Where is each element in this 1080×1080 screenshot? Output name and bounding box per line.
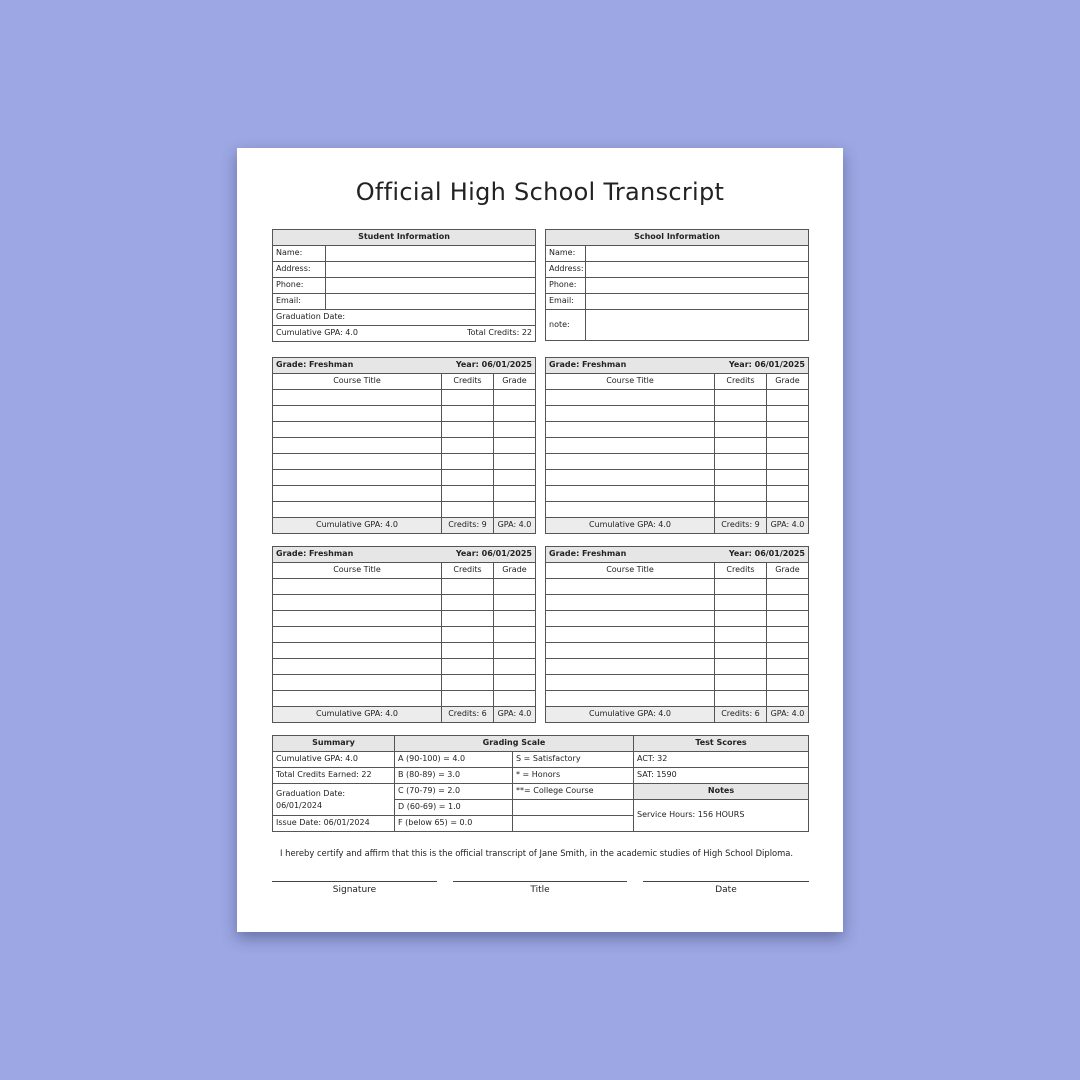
- course-row: [546, 643, 809, 659]
- summary-graduation-date: 06/01/2024: [276, 800, 323, 810]
- grade-table-header: [546, 358, 809, 374]
- course-credits-cell[interactable]: [442, 675, 494, 691]
- course-row: [273, 438, 536, 454]
- course-row: [273, 422, 536, 438]
- course-credits-cell[interactable]: [442, 659, 494, 675]
- summary-graduation-label: Graduation Date:: [276, 788, 346, 798]
- course-title-cell[interactable]: [546, 659, 715, 675]
- grade-level: Grade: Freshman: [276, 360, 354, 370]
- course-grade-cell[interactable]: [494, 595, 536, 611]
- course-title-cell[interactable]: [273, 390, 442, 406]
- course-grade-cell[interactable]: [767, 691, 809, 707]
- course-title-cell[interactable]: [546, 595, 715, 611]
- school-address-field[interactable]: [586, 262, 809, 278]
- course-row: [273, 502, 536, 518]
- school-email-label: Email:: [546, 294, 586, 310]
- school-name-field[interactable]: [586, 246, 809, 262]
- course-credits-cell[interactable]: [442, 579, 494, 595]
- course-grade-cell[interactable]: [767, 438, 809, 454]
- scale-d: D (60-69) = 1.0: [395, 800, 513, 816]
- signature-label: Signature: [332, 885, 377, 895]
- course-title-cell[interactable]: [546, 454, 715, 470]
- course-title-cell[interactable]: [546, 643, 715, 659]
- course-title-cell[interactable]: [273, 595, 442, 611]
- course-grade-cell[interactable]: [767, 595, 809, 611]
- course-title-cell[interactable]: [273, 579, 442, 595]
- course-grade-cell[interactable]: [494, 611, 536, 627]
- grade-level: Grade: Freshman: [549, 360, 627, 370]
- course-row: [273, 390, 536, 406]
- grade-table-header: [273, 547, 536, 563]
- course-credits-cell[interactable]: [442, 438, 494, 454]
- course-title-cell[interactable]: [546, 486, 715, 502]
- course-credits-cell[interactable]: [715, 579, 767, 595]
- course-credits-cell[interactable]: [715, 390, 767, 406]
- signature-line[interactable]: [272, 881, 437, 882]
- course-title-cell[interactable]: [546, 627, 715, 643]
- course-title-cell[interactable]: [273, 675, 442, 691]
- student-phone-field[interactable]: [326, 278, 536, 294]
- school-note-label: note:: [546, 310, 586, 341]
- course-credits-cell[interactable]: [442, 595, 494, 611]
- scale-empty-2: [513, 816, 634, 832]
- course-credits-cell[interactable]: [442, 643, 494, 659]
- course-grade-cell[interactable]: [494, 406, 536, 422]
- col-grade: Grade: [767, 374, 809, 390]
- course-grade-cell[interactable]: [494, 627, 536, 643]
- school-phone-label: Phone:: [546, 278, 586, 294]
- course-row: [273, 470, 536, 486]
- course-credits-cell[interactable]: [715, 611, 767, 627]
- course-credits-cell[interactable]: [715, 470, 767, 486]
- course-credits-cell[interactable]: [715, 502, 767, 518]
- transcript-page: [237, 148, 843, 932]
- course-grade-cell[interactable]: [767, 675, 809, 691]
- course-credits-cell[interactable]: [715, 595, 767, 611]
- course-credits-cell[interactable]: [442, 691, 494, 707]
- footer-credits: Credits: 6: [442, 707, 494, 723]
- course-grade-cell[interactable]: [767, 643, 809, 659]
- summary-table: [272, 735, 809, 832]
- course-grade-cell[interactable]: [494, 502, 536, 518]
- course-grade-cell[interactable]: [767, 486, 809, 502]
- course-row: [546, 611, 809, 627]
- course-title-cell[interactable]: [546, 470, 715, 486]
- page-title: Official High School Transcript: [355, 178, 725, 206]
- course-row: [273, 406, 536, 422]
- course-credits-cell[interactable]: [442, 627, 494, 643]
- grade-table: [545, 546, 809, 723]
- col-credits: Credits: [442, 374, 494, 390]
- course-row: [273, 486, 536, 502]
- course-grade-cell[interactable]: [767, 579, 809, 595]
- course-title-cell[interactable]: [546, 390, 715, 406]
- course-title-cell[interactable]: [273, 470, 442, 486]
- course-credits-cell[interactable]: [442, 422, 494, 438]
- course-title-cell[interactable]: [273, 659, 442, 675]
- course-grade-cell[interactable]: [494, 579, 536, 595]
- course-row: [546, 579, 809, 595]
- col-credits: Credits: [442, 563, 494, 579]
- scale-b: B (80-89) = 3.0: [395, 768, 513, 784]
- footer-cumulative-gpa: Cumulative GPA: 4.0: [546, 707, 715, 723]
- course-row: [546, 502, 809, 518]
- footer-cumulative-gpa: Cumulative GPA: 4.0: [546, 518, 715, 534]
- school-info-header: School Information: [546, 230, 809, 246]
- col-credits: Credits: [715, 563, 767, 579]
- col-grade: Grade: [494, 374, 536, 390]
- course-grade-cell[interactable]: [767, 422, 809, 438]
- grade-year: Year: 06/01/2025: [728, 360, 805, 370]
- title-label: Title: [530, 885, 550, 895]
- scale-college: **= College Course: [513, 784, 634, 800]
- footer-term-gpa: GPA: 4.0: [494, 518, 536, 534]
- scale-s: S = Satisfactory: [513, 752, 634, 768]
- course-credits-cell[interactable]: [442, 454, 494, 470]
- course-title-cell[interactable]: [546, 579, 715, 595]
- student-info-header: Student Information: [273, 230, 536, 246]
- course-grade-cell[interactable]: [494, 643, 536, 659]
- student-graduation-label: Graduation Date:: [273, 310, 536, 326]
- course-title-cell[interactable]: [273, 502, 442, 518]
- course-title-cell[interactable]: [546, 406, 715, 422]
- course-grade-cell[interactable]: [494, 659, 536, 675]
- course-title-cell[interactable]: [273, 422, 442, 438]
- student-address-label: Address:: [273, 262, 326, 278]
- col-credits: Credits: [715, 374, 767, 390]
- summary-graduation: [273, 784, 395, 816]
- course-credits-cell[interactable]: [442, 390, 494, 406]
- footer-credits: Credits: 9: [715, 518, 767, 534]
- act-score: ACT: 32: [634, 752, 809, 768]
- grade-table: [272, 357, 536, 534]
- course-grade-cell[interactable]: [494, 390, 536, 406]
- grade-year: Year: 06/01/2025: [455, 549, 532, 559]
- course-grade-cell[interactable]: [494, 454, 536, 470]
- course-row: [273, 611, 536, 627]
- student-totals-row: [273, 326, 536, 342]
- certification-statement: I hereby certify and affirm that this is the official transcript of Jane Smith, in the academic studies of High School Diploma.: [280, 848, 794, 858]
- student-info-table: [272, 229, 536, 342]
- course-credits-cell[interactable]: [715, 643, 767, 659]
- course-grade-cell[interactable]: [494, 691, 536, 707]
- course-grade-cell[interactable]: [494, 470, 536, 486]
- scale-f: F (below 65) = 0.0: [395, 816, 513, 832]
- course-grade-cell[interactable]: [494, 438, 536, 454]
- course-credits-cell[interactable]: [442, 470, 494, 486]
- scale-c: C (70-79) = 2.0: [395, 784, 513, 800]
- course-credits-cell[interactable]: [442, 502, 494, 518]
- course-row: [546, 595, 809, 611]
- test-scores-header: Test Scores: [634, 736, 809, 752]
- course-credits-cell[interactable]: [442, 486, 494, 502]
- student-total-credits: Total Credits: 22: [467, 328, 532, 338]
- scale-honors: * = Honors: [513, 768, 634, 784]
- course-title-cell[interactable]: [546, 502, 715, 518]
- col-course-title: Course Title: [546, 374, 715, 390]
- summary-header: Summary: [273, 736, 395, 752]
- grade-year: Year: 06/01/2025: [455, 360, 532, 370]
- course-title-cell[interactable]: [273, 454, 442, 470]
- course-grade-cell[interactable]: [767, 454, 809, 470]
- course-row: [546, 675, 809, 691]
- course-row: [273, 627, 536, 643]
- date-label: Date: [715, 885, 737, 895]
- course-row: [546, 691, 809, 707]
- student-email-label: Email:: [273, 294, 326, 310]
- student-address-field[interactable]: [326, 262, 536, 278]
- col-course-title: Course Title: [546, 563, 715, 579]
- course-credits-cell[interactable]: [715, 406, 767, 422]
- grade-table: [272, 546, 536, 723]
- course-row: [546, 390, 809, 406]
- date-line[interactable]: [643, 881, 809, 882]
- course-row: [546, 422, 809, 438]
- course-grade-cell[interactable]: [767, 611, 809, 627]
- student-cumulative-gpa: Cumulative GPA: 4.0: [276, 328, 359, 338]
- course-title-cell[interactable]: [546, 422, 715, 438]
- course-title-cell[interactable]: [273, 611, 442, 627]
- course-credits-cell[interactable]: [715, 454, 767, 470]
- school-address-label: Address:: [546, 262, 586, 278]
- course-row: [546, 454, 809, 470]
- course-title-cell[interactable]: [273, 691, 442, 707]
- grading-scale-header: Grading Scale: [395, 736, 634, 752]
- course-credits-cell[interactable]: [715, 627, 767, 643]
- notes-text: Service Hours: 156 HOURS: [634, 800, 809, 832]
- course-row: [273, 659, 536, 675]
- title-line[interactable]: [453, 881, 627, 882]
- summary-issue-date: Issue Date: 06/01/2024: [273, 816, 395, 832]
- student-name-label: Name:: [273, 246, 326, 262]
- col-course-title: Course Title: [273, 374, 442, 390]
- course-row: [546, 438, 809, 454]
- course-title-cell[interactable]: [273, 627, 442, 643]
- footer-cumulative-gpa: Cumulative GPA: 4.0: [273, 518, 442, 534]
- course-row: [273, 579, 536, 595]
- student-name-field[interactable]: [326, 246, 536, 262]
- course-grade-cell[interactable]: [767, 659, 809, 675]
- course-row: [546, 470, 809, 486]
- scale-a: A (90-100) = 4.0: [395, 752, 513, 768]
- course-row: [273, 643, 536, 659]
- course-grade-cell[interactable]: [767, 627, 809, 643]
- footer-credits: Credits: 9: [442, 518, 494, 534]
- student-phone-label: Phone:: [273, 278, 326, 294]
- course-row: [546, 659, 809, 675]
- grade-year: Year: 06/01/2025: [728, 549, 805, 559]
- school-note-field[interactable]: [586, 310, 809, 341]
- course-credits-cell[interactable]: [715, 675, 767, 691]
- grade-level: Grade: Freshman: [549, 549, 627, 559]
- school-name-label: Name:: [546, 246, 586, 262]
- footer-term-gpa: GPA: 4.0: [767, 518, 809, 534]
- course-row: [273, 691, 536, 707]
- grade-table-header: [546, 547, 809, 563]
- course-credits-cell[interactable]: [715, 422, 767, 438]
- course-credits-cell[interactable]: [442, 406, 494, 422]
- course-grade-cell[interactable]: [767, 470, 809, 486]
- sat-score: SAT: 1590: [634, 768, 809, 784]
- course-title-cell[interactable]: [273, 406, 442, 422]
- course-credits-cell[interactable]: [715, 438, 767, 454]
- course-row: [273, 454, 536, 470]
- summary-cumulative-gpa: Cumulative GPA: 4.0: [273, 752, 395, 768]
- course-row: [546, 486, 809, 502]
- grade-level: Grade: Freshman: [276, 549, 354, 559]
- school-phone-field[interactable]: [586, 278, 809, 294]
- course-row: [546, 627, 809, 643]
- course-grade-cell[interactable]: [494, 486, 536, 502]
- course-title-cell[interactable]: [546, 611, 715, 627]
- course-grade-cell[interactable]: [767, 406, 809, 422]
- course-title-cell[interactable]: [273, 438, 442, 454]
- col-grade: Grade: [767, 563, 809, 579]
- course-grade-cell[interactable]: [494, 422, 536, 438]
- course-title-cell[interactable]: [546, 691, 715, 707]
- summary-total-credits: Total Credits Earned: 22: [273, 768, 395, 784]
- course-title-cell[interactable]: [546, 675, 715, 691]
- school-info-table: [545, 229, 809, 341]
- student-email-field[interactable]: [326, 294, 536, 310]
- notes-header: Notes: [634, 784, 809, 800]
- col-course-title: Course Title: [273, 563, 442, 579]
- course-row: [546, 406, 809, 422]
- course-row: [273, 595, 536, 611]
- course-credits-cell[interactable]: [715, 659, 767, 675]
- course-grade-cell[interactable]: [494, 675, 536, 691]
- footer-term-gpa: GPA: 4.0: [494, 707, 536, 723]
- school-email-field[interactable]: [586, 294, 809, 310]
- course-title-cell[interactable]: [273, 643, 442, 659]
- footer-credits: Credits: 6: [715, 707, 767, 723]
- course-credits-cell[interactable]: [442, 611, 494, 627]
- course-grade-cell[interactable]: [767, 502, 809, 518]
- course-title-cell[interactable]: [546, 438, 715, 454]
- course-grade-cell[interactable]: [767, 390, 809, 406]
- course-credits-cell[interactable]: [715, 691, 767, 707]
- course-credits-cell[interactable]: [715, 486, 767, 502]
- footer-cumulative-gpa: Cumulative GPA: 4.0: [273, 707, 442, 723]
- course-title-cell[interactable]: [273, 486, 442, 502]
- grade-table-header: [273, 358, 536, 374]
- footer-term-gpa: GPA: 4.0: [767, 707, 809, 723]
- col-grade: Grade: [494, 563, 536, 579]
- scale-empty-1: [513, 800, 634, 816]
- course-row: [273, 675, 536, 691]
- grade-table: [545, 357, 809, 534]
